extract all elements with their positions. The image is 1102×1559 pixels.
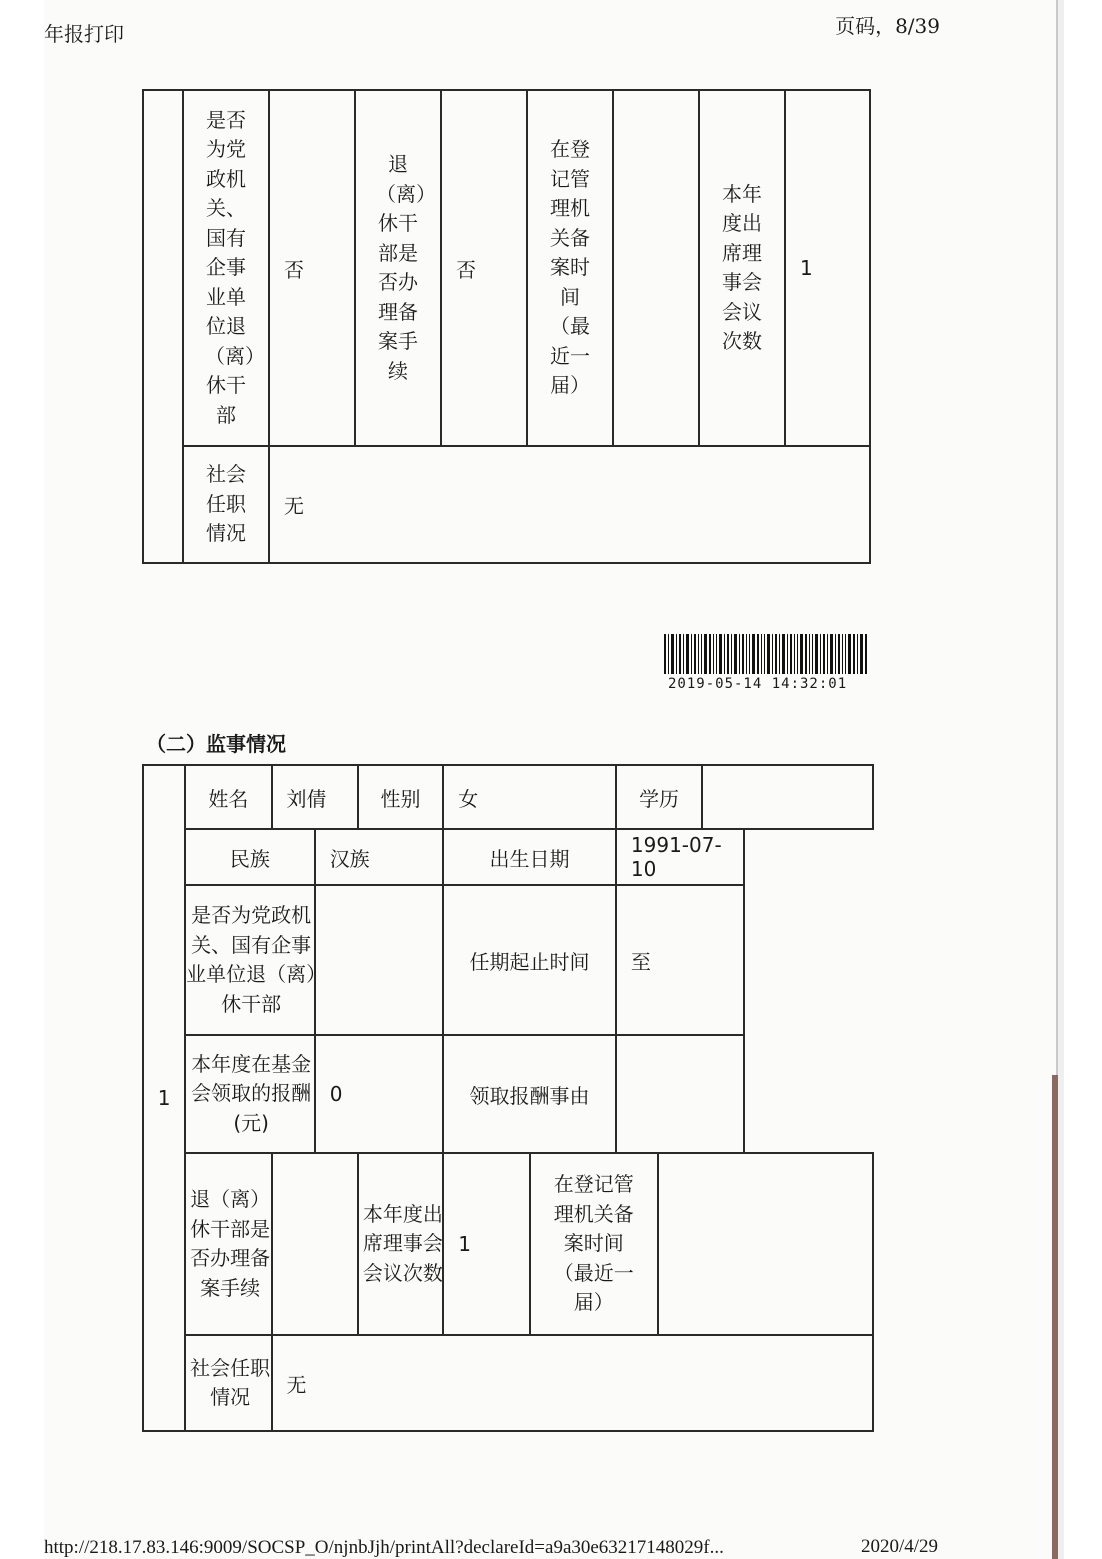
retired-cadre-value xyxy=(315,885,444,1035)
ethnicity-value: 汉族 xyxy=(315,829,444,885)
barcode-timestamp: 2019-05-14 14:32:01 xyxy=(668,676,848,692)
remuneration-value: 0 xyxy=(315,1035,444,1153)
meeting-count-value: 1 xyxy=(785,90,870,446)
retired-cadre-value: 否 xyxy=(269,90,355,446)
term-label: 任期起止时间 xyxy=(443,885,616,1035)
print-date: 2020/4/29 xyxy=(861,1536,939,1557)
filing-label: 退（离）休干部是否办理备案手续 xyxy=(355,90,441,446)
record-time-label: 在登记管理机关备案时间（最近一届） xyxy=(527,90,613,446)
section-title: （二）监事情况 xyxy=(146,732,286,756)
meeting-count-value: 1 xyxy=(443,1153,529,1335)
filing-value xyxy=(272,1153,358,1335)
retired-cadre-label: 是否为党政机关、国有企事业单位退（离）休干部 xyxy=(183,90,269,446)
meeting-count-label: 本年度出席理事会会议次数 xyxy=(358,1153,443,1335)
record-time-value xyxy=(613,90,699,446)
filing-label: 退（离）休干部是否办理备案手续 xyxy=(185,1153,271,1335)
birth-date-value: 1991-07-10 xyxy=(616,829,745,885)
record-time-label: 在登记管理机关备案时间（最近一届） xyxy=(530,1153,659,1335)
index-cell xyxy=(143,90,183,563)
record-time-value xyxy=(658,1153,873,1335)
birth-date-label: 出生日期 xyxy=(443,829,616,885)
print-title: 年报打印 xyxy=(44,22,124,46)
social-post-value: 无 xyxy=(269,446,870,563)
name-label: 姓名 xyxy=(185,765,271,829)
print-url: http://218.17.83.146:9009/SOCSP_O/njnbJjh/printAll?declareId=a9a30e63217148029f... xyxy=(44,1537,724,1558)
page-number: 页码，8/39 xyxy=(835,14,940,38)
education-label: 学历 xyxy=(616,765,702,829)
gender-value: 女 xyxy=(443,765,616,829)
remuneration-reason-value xyxy=(616,1035,745,1153)
name-value: 刘倩 xyxy=(272,765,358,829)
remuneration-label: 本年度在基金会领取的报酬(元) xyxy=(185,1035,315,1153)
retired-cadre-label: 是否为党政机关、国有企事业单位退（离）休干部 xyxy=(185,885,315,1035)
term-value: 至 xyxy=(616,885,745,1035)
supervisor-table xyxy=(142,764,874,1432)
barcode-image xyxy=(664,634,868,674)
binding-edge xyxy=(1052,1075,1058,1559)
social-post-label: 社会任职情况 xyxy=(183,446,269,563)
social-post-label: 社会任职情况 xyxy=(185,1335,271,1431)
filing-value: 否 xyxy=(441,90,527,446)
social-post-value: 无 xyxy=(272,1335,873,1431)
remuneration-reason-label: 领取报酬事由 xyxy=(443,1035,616,1153)
education-value xyxy=(702,765,873,829)
meeting-count-label: 本年度出席理事会会议次数 xyxy=(699,90,785,446)
ethnicity-label: 民族 xyxy=(185,829,315,885)
gender-label: 性别 xyxy=(358,765,443,829)
supervisor-index: 1 xyxy=(143,765,185,1431)
council-member-table-continued xyxy=(142,89,871,564)
